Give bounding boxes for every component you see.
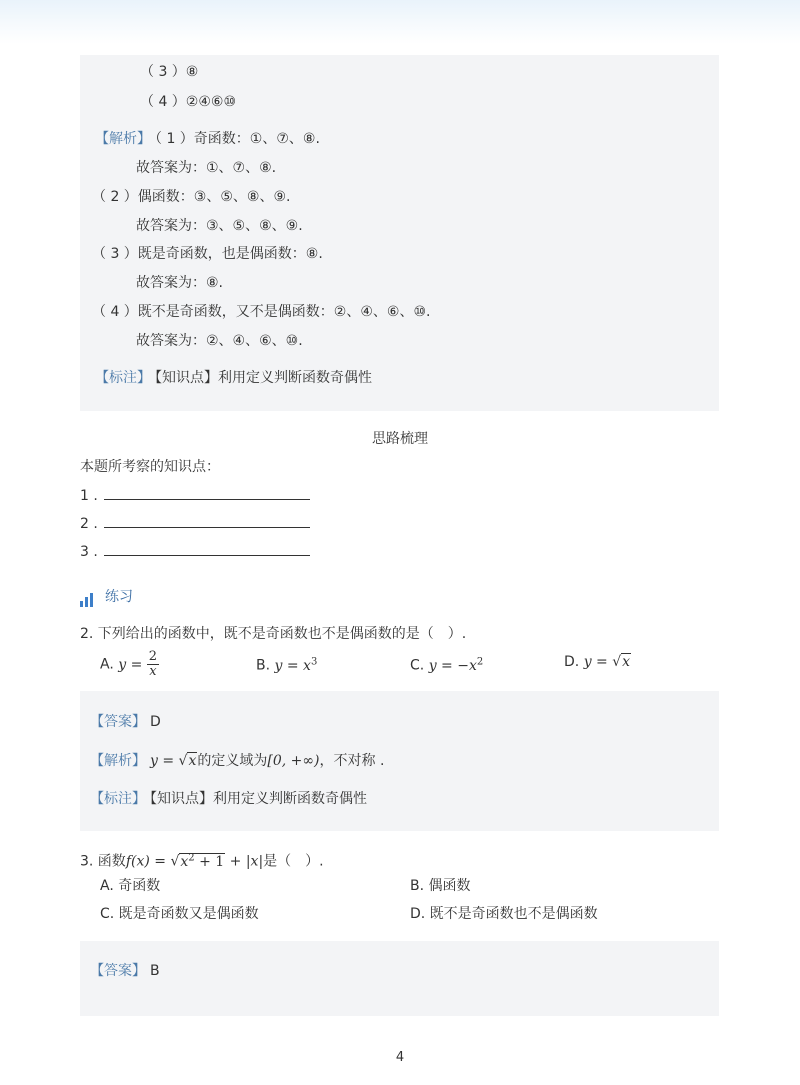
q3-option-b: B. 偶函数 [410,878,471,894]
answer-tag: 【答案】 [90,714,146,730]
signal-bars-icon [80,587,95,607]
analysis-tag: 【解析】 [90,753,146,769]
q2-analysis-line [90,751,384,771]
radicand: x [188,753,197,769]
answer-tag: 【答案】 [90,963,146,979]
radicand-tail: + 1 [194,853,225,870]
sqrt-symbol: √ [178,753,188,769]
math-expr [429,658,484,674]
math-exponent: 2 [188,852,195,863]
answer-line-1: 故答案为：①、⑦、⑧. [136,160,277,176]
math-body: y = −x [428,657,477,674]
math-expr [126,853,263,870]
stem-prefix: 3. 函数 [80,853,126,870]
math-exponent: 3 [310,656,318,667]
math-expr [275,658,318,674]
sqrt-symbol: √ [612,654,622,670]
fill-blank[interactable] [104,513,310,528]
solution-panel-3 [80,941,719,1016]
analysis-line-3: （ 3 ）既是奇函数，也是偶函数：⑧. [92,246,323,262]
note-text: 【知识点】利用定义判断函数奇偶性 [150,791,367,807]
option-label: A. [100,656,114,673]
option-label: D. [564,654,580,670]
radicand [179,853,225,870]
q2-option-d [564,652,631,672]
analysis-line-2: （ 2 ）偶函数：③、⑤、⑧、⑨. [92,189,291,205]
math-expr [118,649,159,679]
math-exponent: 2 [476,656,484,667]
page-number: 4 [395,1050,405,1065]
section-title: 思路梳理 [372,431,428,447]
q3-option-c: C. 既是奇函数又是偶函数 [100,906,259,922]
blank-item-label: 3 . [80,544,98,560]
exercise-header [80,587,133,607]
radicand-base: x [180,853,189,870]
fraction [147,650,159,679]
q2-option-b [256,652,317,676]
q3-option-a: A. 奇函数 [100,878,161,894]
radicand: x [622,654,631,670]
abs-term: + |x| [225,853,264,870]
answer-line-2: 故答案为：③、⑤、⑧、⑨. [136,218,303,234]
option-line-3: （ 3 ）⑧ [140,64,199,80]
fraction-denominator: x [149,664,157,679]
math-expr [150,752,197,769]
question-3-stem [80,848,324,872]
analysis-line-1 [95,129,320,149]
note-tag: 【标注】 [90,791,146,807]
answer-value: B [150,963,160,979]
answer-line-3: 故答案为：⑧. [136,275,224,291]
fraction-numerator: 2 [148,649,158,664]
fill-blank[interactable] [104,541,310,556]
math-body: y = x [274,657,311,674]
question-2-stem: 2. 下列给出的函数中，既不是奇函数也不是偶函数的是（ ）. [80,626,467,642]
option-label: C. [410,657,425,674]
q2-option-c [410,652,483,676]
math-expr [584,653,631,670]
sqrt-symbol: √ [170,853,180,870]
math-lhs: f(x) = [125,853,166,870]
math-lhs: y = [118,656,143,673]
answer-value: D [150,714,161,730]
q2-option-a [100,650,159,679]
note-line [95,368,372,388]
analysis-mid: 的定义域为 [197,753,268,769]
answer-line-4: 故答案为：②、④、⑥、⑩. [136,333,303,349]
analysis-text-1: （ 1 ）奇函数：①、⑦、⑧. [155,131,320,147]
blank-item-2 [80,513,310,534]
option-line-4: （ 4 ）②④⑥⑩ [140,94,237,110]
option-label: B. [256,657,271,674]
interval: [0, +∞) [267,753,320,769]
note-tag: 【标注】 [95,370,151,386]
stem-suffix: 是（ ）. [263,853,324,870]
q2-note-line [90,789,367,809]
blank-item-label: 2 . [80,516,98,532]
header-band [0,0,800,44]
fill-blank[interactable] [104,485,310,500]
math-lhs: y = [583,654,608,670]
q3-answer-line [90,961,160,981]
math-lhs: y = [150,753,175,769]
exercise-label: 练习 [105,589,133,605]
q3-option-d: D. 既不是奇函数也不是偶函数 [410,906,598,922]
blank-item-3 [80,541,310,562]
analysis-tail: ，不对称 . [319,753,385,769]
q2-answer-line [90,712,161,732]
knowledge-intro: 本题所考察的知识点： [80,459,220,475]
analysis-line-4: （ 4 ）既不是奇函数，又不是偶函数：②、④、⑥、⑩. [92,304,431,320]
blank-item-1 [80,485,310,506]
analysis-tag: 【解析】 [95,131,151,147]
note-text: 【知识点】利用定义判断函数奇偶性 [155,370,372,386]
blank-item-label: 1 . [80,488,98,504]
